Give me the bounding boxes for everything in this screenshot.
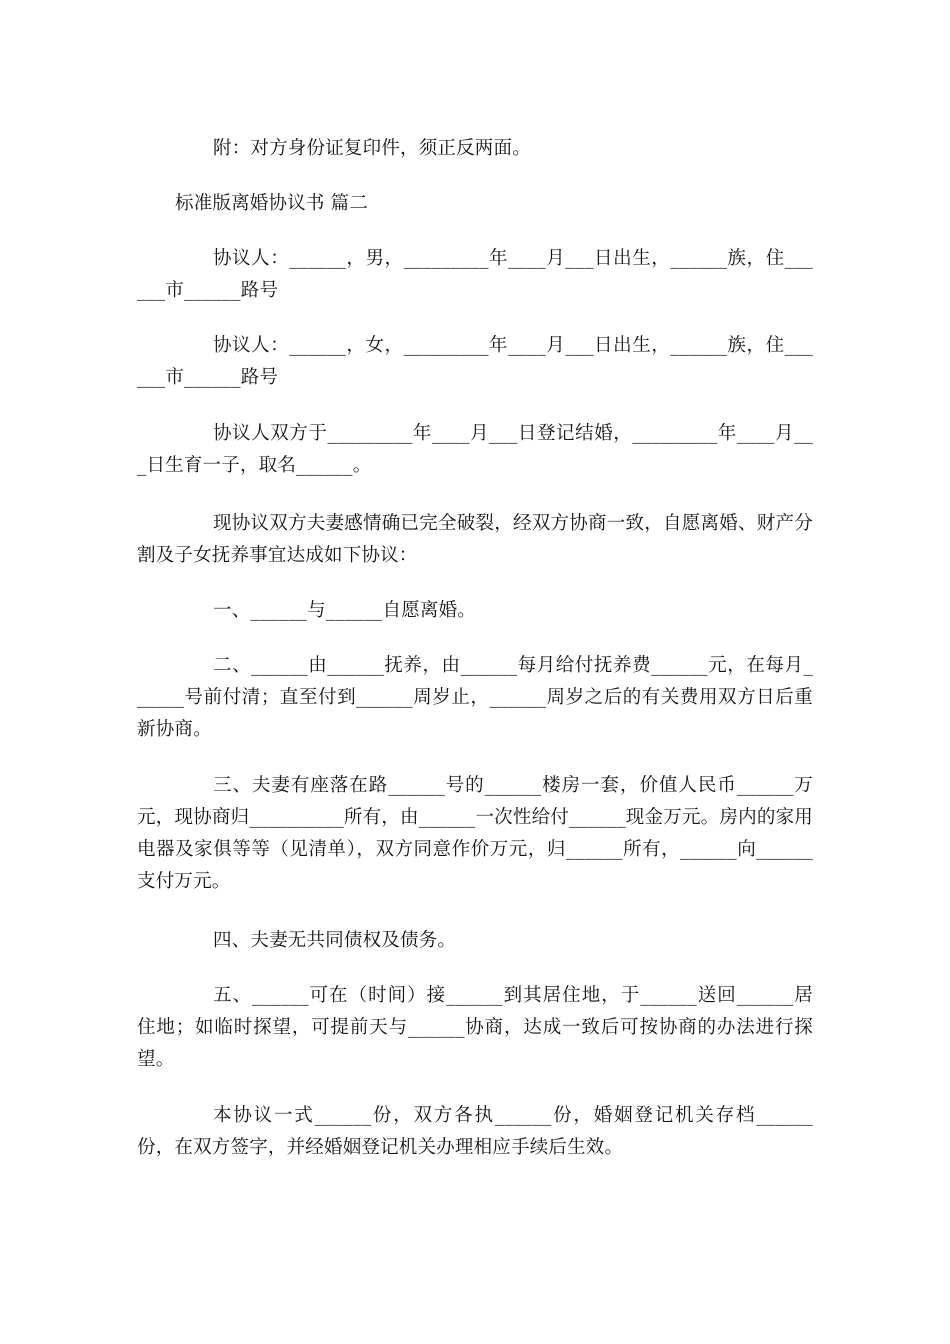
clause-3: 三、夫妻有座落在路______号的______楼房一套，价值人民币______万元，现协商归__________所有，由______一次性给付______现金万元。房内的家用电器及家俱等等（见清单），双方同意作价万元，归______所有，______向______支付万元。: [137, 775, 813, 892]
paragraph-marriage-registration: 协议人双方于_________年____月___日登记结婚，_________年____月___日生育一子，取名______。: [137, 423, 813, 476]
attachment-note: 附：对方身份证复印件，须正反两面。: [213, 138, 531, 159]
paragraph-copies: 本协议一式______份，双方各执______份，婚姻登记机关存档______份，在双方签字，并经婚姻登记机关办理相应手续后生效。: [137, 1105, 813, 1158]
clause-2: 二、______由______抚养，由______每月给付抚养费______元，在每月______号前付清；直至付到______周岁止，______周岁之后的有关费用双方日后重新协商。: [137, 655, 813, 740]
paragraph-party-female: 协议人：______，女，_________年____月___日出生，______族，住______市______路号: [137, 335, 813, 388]
clause-1: 一、______与______自愿离婚。: [213, 600, 477, 621]
clause-5: 五、______可在（时间）接______到其居住地，于______送回______居住地；如临时探望，可提前天与______协商，达成一致后可按协商的办法进行探望。: [137, 985, 813, 1070]
paragraph-preamble: 现协议双方夫妻感情确已完全破裂，经双方协商一致，自愿离婚、财产分割及子女抚养事宜达成如下协议：: [137, 513, 813, 566]
section-title: 标准版离婚协议书 篇二: [175, 193, 369, 214]
paragraph-party-male: 协议人：______，男，_________年____月___日出生，______族，住______市______路号: [137, 248, 813, 301]
clause-4: 四、夫妻无共同债权及债务。: [213, 930, 457, 951]
